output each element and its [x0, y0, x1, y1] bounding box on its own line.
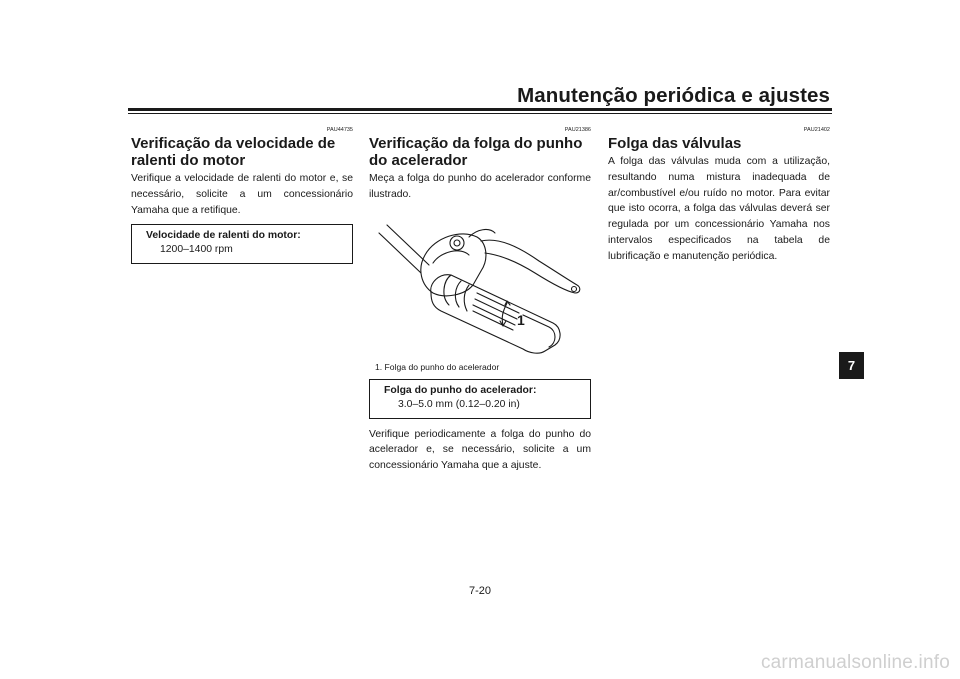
throttle-grip-drawing — [369, 207, 591, 357]
figure-callout-number: 1 — [517, 311, 525, 328]
spec-label: Velocidade de ralenti do motor: — [146, 230, 301, 242]
section-body: A folga das válvulas muda com a utilização, resultando numa mistura inadequada de ar/combustível e/ou ruído no motor. Para evitar que isto ocorra, a folga das válvulas deverá ser regulada por um concessionário Yamaha nos intervalos especificados na tabela de lubrificação e manutenção periódica. — [608, 156, 830, 262]
section-code: PAU21386 — [564, 127, 591, 133]
section-heading: Verificação da folga do punho do acelerador — [369, 135, 583, 169]
section-code: PAU44735 — [326, 127, 353, 133]
header-rule-thick — [128, 108, 832, 111]
throttle-grip-illustration — [369, 207, 591, 357]
section-code: PAU21402 — [803, 127, 830, 133]
figure-caption: 1. Folga do punho do acelerador — [375, 361, 500, 372]
spec-box — [131, 224, 353, 264]
header-rule-thin — [128, 113, 832, 114]
spec-label: Folga do punho do acelerador: — [384, 384, 537, 396]
section-throttle-free-play — [369, 126, 591, 474]
section-heading: Folga das válvulas — [608, 135, 742, 152]
spec-value: 1200–1400 rpm — [160, 244, 233, 256]
section-body: Meça a folga do punho do acelerador conforme ilustrado. — [369, 173, 591, 200]
page-number: 7-20 — [468, 585, 492, 597]
section-heading: Verificação da velocidade de ralenti do motor — [131, 135, 336, 169]
page-header-title: Manutenção periódica e ajustes — [517, 84, 830, 107]
spec-value: 3.0–5.0 mm (0.12–0.20 in) — [398, 398, 520, 410]
section-idle-speed — [131, 126, 353, 264]
section-valve-clearance — [608, 126, 830, 265]
chapter-tab: 7 — [839, 352, 864, 379]
spec-box — [369, 379, 591, 419]
section-body-2: Verifique periodicamente a folga do punho do acelerador e, se necessário, solicite a um concessionário Yamaha que a ajuste. — [369, 428, 591, 472]
section-body: Verifique a velocidade de ralenti do motor e, se necessário, solicite a um concessionário Yamaha que a retifique. — [131, 173, 353, 216]
watermark: carmanualsonline.info — [760, 652, 950, 673]
